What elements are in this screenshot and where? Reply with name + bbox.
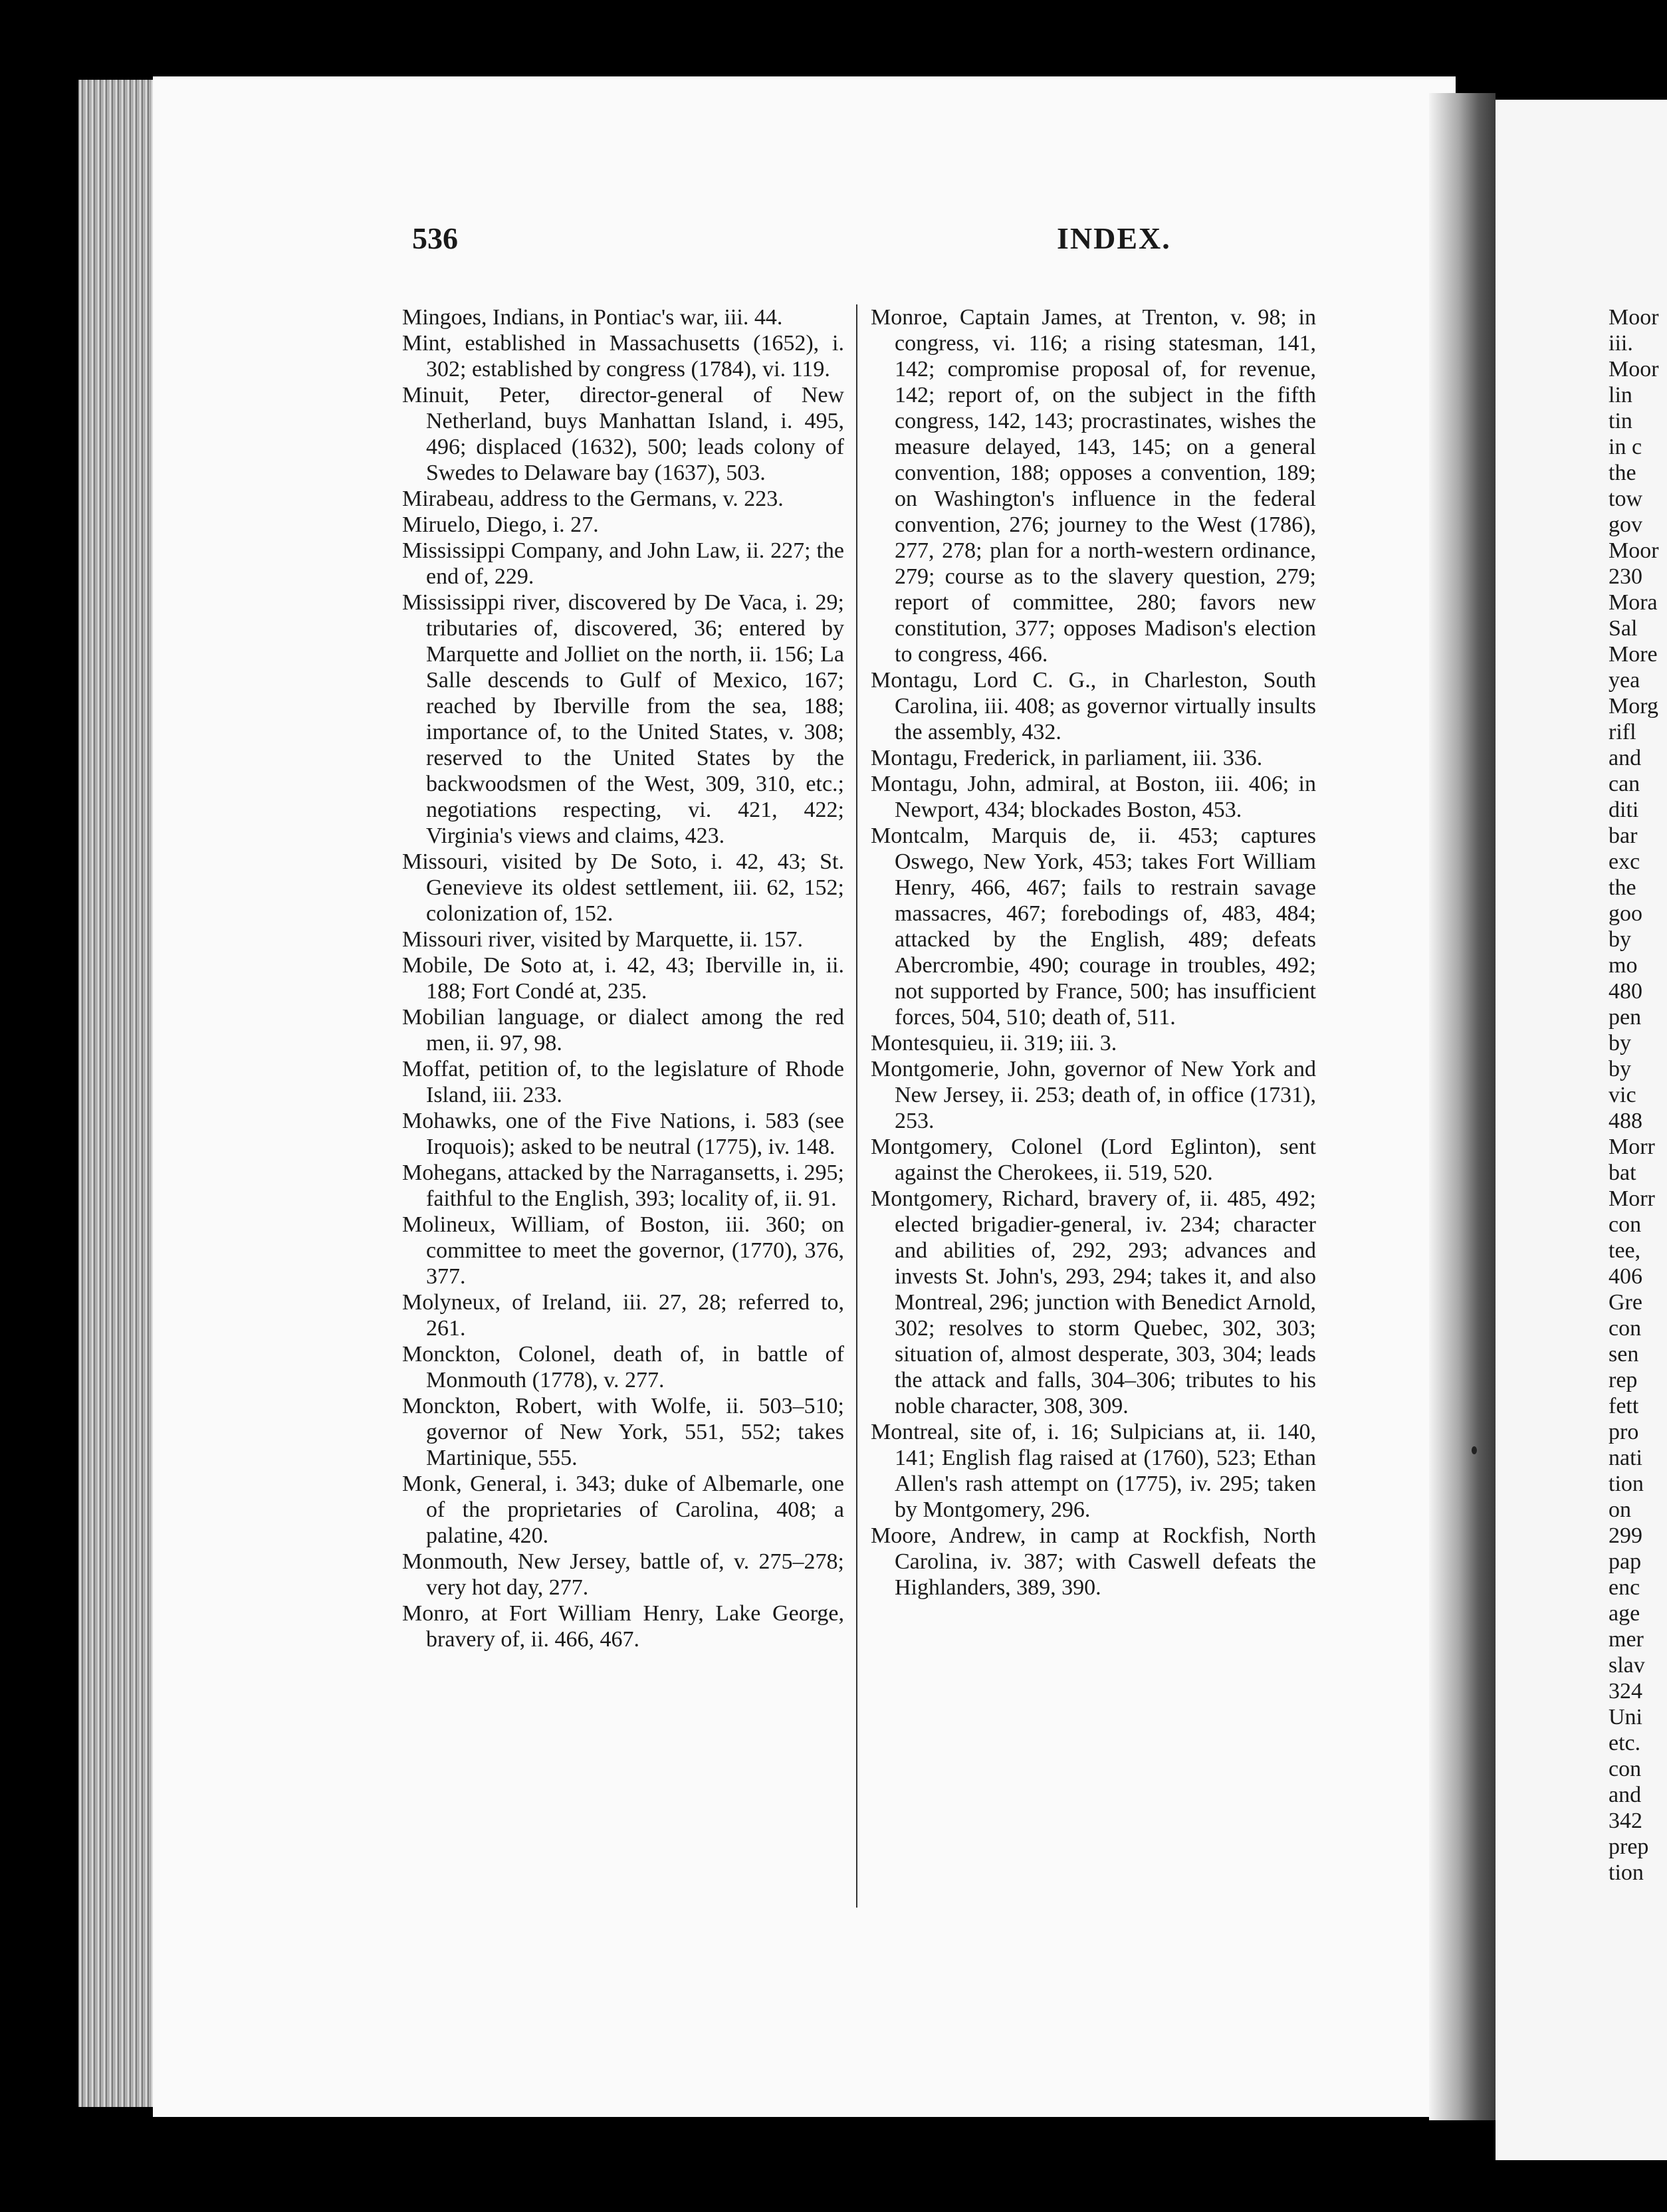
index-entry: Montgomerie, John, governor of New York and New Jersey, ii. 253; death of, in office (1731), 253. (871, 1057, 1316, 1133)
index-entry: Missouri river, visited by Marquette, ii. 157. (402, 927, 804, 952)
adjacent-page-fragment: age (1609, 1601, 1640, 1626)
adjacent-page-fragment: lin (1609, 383, 1632, 407)
adjacent-page-fragment: slav (1609, 1653, 1645, 1678)
adjacent-page-fragment: pro (1609, 1420, 1639, 1444)
adjacent-page-fragment: tee, (1609, 1238, 1641, 1263)
index-entry: Montgomery, Richard, bravery of, ii. 485, 492; elected brigadier-general, iv. 234; character and abilities of, 292, 293; advances and invests St. John's, 293, 294; takes it, and also Montreal, 296; junction with Benedict Arnold, 302; resolves to storm Quebec, 302, 303; situation of, almost desperate, 303, 304; leads the attack and falls, 304–306; tributes to his noble character, 308, 309. (871, 1186, 1316, 1418)
book-page-edges (78, 80, 158, 2107)
adjacent-page-fragment: con (1609, 1757, 1642, 1781)
adjacent-page-fragment: Uni (1609, 1705, 1642, 1729)
adjacent-page-fragment: tion (1609, 1472, 1644, 1496)
adjacent-page-fragment: Sal (1609, 616, 1638, 641)
index-entry: Montgomery, Colonel (Lord Eglinton), sent against the Cherokees, ii. 519, 520. (871, 1135, 1316, 1185)
index-column-left (402, 304, 844, 1652)
index-entry: Moffat, petition of, to the legislature of Rhode Island, iii. 233. (402, 1057, 844, 1107)
column-divider (856, 304, 857, 1908)
index-entry: Mobile, De Soto at, i. 42, 43; Iberville in, ii. 188; Fort Condé at, 235. (402, 953, 844, 1004)
adjacent-page-fragment: Moor (1609, 538, 1659, 563)
index-entry: Montagu, John, admiral, at Boston, iii. 406; in Newport, 434; blockades Boston, 453. (871, 772, 1316, 822)
adjacent-page-fragment: pen (1609, 1005, 1642, 1030)
index-entry: Moore, Andrew, in camp at Rockfish, North Carolina, iv. 387; with Caswell defeats the Highlanders, 389, 390. (871, 1523, 1316, 1600)
adjacent-page-fragment: by (1609, 927, 1631, 952)
index-entry: Mississippi Company, and John Law, ii. 227; the end of, 229. (402, 538, 844, 589)
adjacent-page-fragment: 488 (1609, 1109, 1642, 1133)
adjacent-page-fragment: bat (1609, 1161, 1636, 1185)
adjacent-page-fragment: mer (1609, 1627, 1644, 1652)
print-speck (1472, 1446, 1477, 1454)
index-entry: Molineux, William, of Boston, iii. 360; on committee to meet the governor, (1770), 376, 377. (402, 1212, 844, 1289)
index-entry: Mohegans, attacked by the Narragansetts, i. 295; faithful to the English, 393; locality of, ii. 91. (402, 1161, 844, 1211)
adjacent-page-fragment: pap (1609, 1549, 1642, 1574)
adjacent-page-fragment: etc. (1609, 1731, 1641, 1755)
adjacent-page-fragment: and (1609, 746, 1642, 770)
index-entry: Montesquieu, ii. 319; iii. 3. (871, 1031, 1117, 1055)
index-entry: Miruelo, Diego, i. 27. (402, 512, 599, 537)
adjacent-page-fragment: 406 (1609, 1264, 1642, 1289)
index-entry: Montagu, Frederick, in parliament, iii. 336. (871, 746, 1263, 770)
adjacent-page-fragment: Morg (1609, 694, 1658, 719)
index-entry: Mirabeau, address to the Germans, v. 223. (402, 487, 784, 511)
index-entry: Mohawks, one of the Five Nations, i. 583 (see Iroquois); asked to be neutral (1775), iv. 148. (402, 1109, 844, 1159)
adjacent-page-fragment: diti (1609, 798, 1639, 822)
adjacent-page-fragment: mo (1609, 953, 1638, 978)
adjacent-page-fragment: con (1609, 1316, 1642, 1341)
index-entry: Monro, at Fort William Henry, Lake George, bravery of, ii. 466, 467. (402, 1601, 844, 1652)
page-number: 536 (412, 221, 458, 255)
adjacent-page-fragment: tin (1609, 409, 1632, 433)
adjacent-page-fragment: 230 (1609, 564, 1642, 589)
index-entry: Minuit, Peter, director-general of New Netherland, buys Manhattan Island, i. 495, 496; displaced (1632), 500; leads colony of Swedes to Delaware bay (1637), 503. (402, 383, 844, 485)
adjacent-page-fragment: enc (1609, 1575, 1640, 1600)
index-entry: Monckton, Robert, with Wolfe, ii. 503–510; governor of New York, 551, 552; takes Martinique, 555. (402, 1394, 844, 1470)
index-entry: Montreal, site of, i. 16; Sulpicians at, ii. 140, 141; English flag raised at (1760), 523; Ethan Allen's rash attempt on (1775), iv. 295; taken by Montgomery, 296. (871, 1420, 1316, 1522)
adjacent-page-fragment: exc (1609, 849, 1640, 874)
adjacent-page-fragment: Moor (1609, 305, 1659, 330)
adjacent-page-fragment: rifl (1609, 720, 1636, 744)
page-header (253, 221, 1316, 280)
adjacent-page-column (1609, 304, 1667, 1886)
adjacent-page-fragment: nati (1609, 1446, 1642, 1470)
adjacent-page-fragment: fett (1609, 1394, 1639, 1418)
adjacent-page-fragment: and (1609, 1783, 1642, 1807)
index-entry: Monk, General, i. 343; duke of Albemarle, one of the proprietaries of Carolina, 408; a palatine, 420. (402, 1472, 844, 1548)
adjacent-page-fragment: gov (1609, 512, 1642, 537)
index-entry: Missouri, visited by De Soto, i. 42, 43; St. Genevieve its oldest settlement, iii. 62, 152; colonization of, 152. (402, 849, 844, 926)
index-entry: Molyneux, of Ireland, iii. 27, 28; referred to, 261. (402, 1290, 844, 1341)
adjacent-page-fragment: 480 (1609, 979, 1642, 1004)
adjacent-page-fragment: can (1609, 772, 1640, 796)
adjacent-page-fragment: bar (1609, 824, 1638, 848)
index-entry: Mobilian language, or dialect among the red men, ii. 97, 98. (402, 1005, 844, 1055)
adjacent-page-fragment: 342 (1609, 1809, 1642, 1833)
book-gutter-shadow (1429, 93, 1496, 2120)
adjacent-page-fragment: sen (1609, 1342, 1639, 1367)
adjacent-page-fragment: Mora (1609, 590, 1658, 615)
adjacent-page-fragment: prep (1609, 1834, 1649, 1859)
adjacent-page-fragment: 299 (1609, 1523, 1642, 1548)
index-entry: Mingoes, Indians, in Pontiac's war, iii. 44. (402, 305, 783, 330)
adjacent-page-fragment: by (1609, 1031, 1631, 1055)
adjacent-page-fragment: in c (1609, 435, 1642, 459)
index-entry: Monckton, Colonel, death of, in battle of Monmouth (1778), v. 277. (402, 1342, 844, 1392)
adjacent-page-fragment: goo (1609, 901, 1642, 926)
adjacent-page-fragment: Morr (1609, 1186, 1655, 1211)
index-entry: Monmouth, New Jersey, battle of, v. 275–278; very hot day, 277. (402, 1549, 844, 1600)
adjacent-page-fragment: More (1609, 642, 1658, 667)
index-entry: Montagu, Lord C. G., in Charleston, South Carolina, iii. 408; as governor virtually insults the assembly, 432. (871, 668, 1316, 744)
index-entry: Mississippi river, discovered by De Vaca, i. 29; tributaries of, discovered, 36; entered by Marquette and Jolliet on the north, ii. 156; La Salle descends to Gulf of Mexico, 167; reached by Iberville from the sea, 188; importance of, to the United States, v. 308; reserved to the United States by the backwoodsmen of the West, 309, 310, etc.; negotiations respecting, vi. 421, 422; Virginia's views and claims, 423. (402, 590, 844, 848)
adjacent-page-fragment: the (1609, 875, 1636, 900)
adjacent-page-fragment: Moor (1609, 357, 1659, 382)
adjacent-page-fragment: Morr (1609, 1135, 1655, 1159)
index-entry: Montcalm, Marquis de, ii. 453; captures Oswego, New York, 453; takes Fort William Henry, 466, 467; fails to restrain savage massacres, 467; forebodings of, 483, 484; attacked by the English, 489; defeats Abercrombie, 490; courage in troubles, 492; not supported by France, 500; has insufficient forces, 504, 510; death of, 511. (871, 824, 1316, 1030)
adjacent-page-fragment: yea (1609, 668, 1640, 693)
adjacent-page-fragment: vic (1609, 1083, 1636, 1107)
running-head: INDEX. (1057, 221, 1171, 255)
index-entry: Mint, established in Massachusetts (1652), i. 302; established by congress (1784), vi. 119. (402, 331, 844, 382)
index-column-right (871, 304, 1316, 1601)
adjacent-page-fragment: iii. (1609, 331, 1633, 356)
adjacent-page-fragment: Gre (1609, 1290, 1642, 1315)
adjacent-page-fragment: by (1609, 1057, 1631, 1081)
adjacent-page-fragment: the (1609, 461, 1636, 485)
adjacent-page-fragment: tion (1609, 1860, 1644, 1885)
index-entry: Monroe, Captain James, at Trenton, v. 98; in congress, vi. 116; a rising statesman, 141, 142; compromise proposal of, for revenue, 142; report of, on the subject in the fifth congress, 142, 143; procrastinates, wishes the measure delayed, 143, 145; on a general convention, 188; opposes a convention, 189; on Washington's influence in the federal convention, 276; journey to the West (1786), 277, 278; plan for a north-western ordinance, 279; course as to the slavery question, 279; report of committee, 280; favors new constitution, 377; opposes Madison's election to congress, 466. (871, 305, 1316, 667)
adjacent-page-fragment: rep (1609, 1368, 1638, 1392)
adjacent-page-fragment: tow (1609, 487, 1642, 511)
adjacent-page-fragment: 324 (1609, 1679, 1642, 1704)
adjacent-page-fragment: on (1609, 1497, 1631, 1522)
adjacent-page-fragment: con (1609, 1212, 1642, 1237)
